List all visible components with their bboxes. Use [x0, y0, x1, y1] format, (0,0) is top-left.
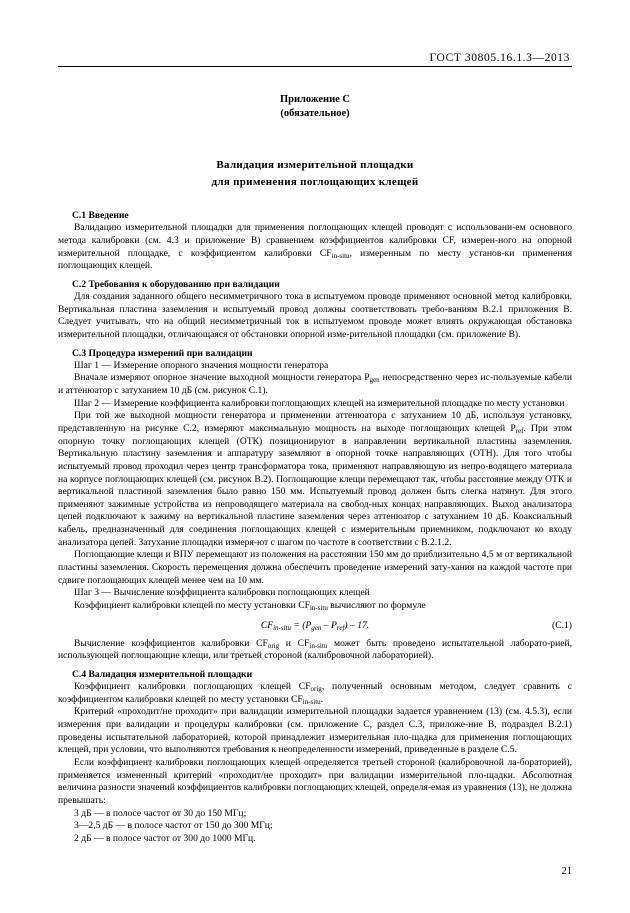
section-c1-paragraph-1: Валидацию измерительной площадки для применения поглощающих клещей проводят с использовани-ем основного метода калибровки (см. 4.3 и приложение В) сравнением коэффициентов калибровки CF, измерен-ного на опорной измерительной площадке, с коэффициентом калибровки $CF_{in-situ}$, измеренным по месту установ-ки применения поглощающих клещей.	[58, 222, 572, 272]
section-c4-paragraph-2: Критерий «проходит/не проходит» при валидации измерительной площадки задается уравнением (13) (см. 4.5.3), если измерения при валидации и процедуры калибровки (см. приложение С, раздел С.3, приложе-ние В, подраздел В.2.1) проведены испытательной лабораторией, которой принадлежит измерительная пло-щадка для применения поглощающих клещей, при условии, что выполняются требования к неопределенности измерений, приведенные в разделе С.5.	[58, 706, 572, 756]
section-c2-paragraph-1: Для создания заданного общего несимметричного тока в испытуемом проводе применяют основной метод калибровки. Вертикальная пластина заземления и испытуемый провод должны соответствовать требо-ваниям В.2.1 приложения В. Следует учитывать, что на общий несимметричный ток в испытуемом проводе может влиять окружающая обстановка измерительной площадки, отличающаяся от обстановки опорной изме-рительной площадки (см. приложение В).	[58, 290, 572, 340]
section-c4-paragraph-3: Если коэффициент калибровки поглощающих клещей определяется третьей стороной (калибровочной ла-бораторией), применяется измененный критерий «проходит/не проходит» при валидации измерительной пло-щадки. Абсолютная величина разности значений коэффициентов калибровки поглощающих клещей, определя-емая из уравнения (13), не должна превышать:	[58, 756, 572, 806]
section-heading-c1: С.1 Введение	[72, 210, 129, 222]
annex-heading	[58, 93, 572, 121]
section-c3-step3-title: Шаг 3 — Вычисление коэффициента калибровки поглощающих клещей	[74, 587, 370, 599]
section-c4-paragraph-1: Коэффициент калибровки поглощающих клещей $CF_{orig}$, полученный основным методом, следует сравнить с коэффициентом калибровки клещей по месту установки $CF_{in-situ}$.	[58, 681, 572, 706]
section-c3-step2-title: Шаг 2 — Измерение коэффициента калибровки поглощающих клещей на измерительной площадке по месту установки	[74, 397, 565, 409]
list-item: 2 дБ — в полосе частот от 300 до 1000 МГц.	[74, 832, 256, 844]
page-title-line2: для применения поглощающих клещей	[211, 175, 419, 188]
page-title-line1: Валидация измерительной площадки	[216, 159, 414, 172]
formula-body: $CF_{in-situ} = (P_{gen} - P_{ref}) - 17$.	[260, 619, 370, 632]
page-header: ГОСТ 30805.16.1.3—2013	[429, 52, 570, 64]
header-divider	[58, 66, 572, 67]
formula-c1	[58, 620, 572, 631]
section-heading-c2: С.2 Требования к оборудованию при валидации	[72, 278, 280, 290]
section-c3-after-formula: Вычисление коэффициентов калибровки $CF_{orig}$ и $CF_{in-situ}$ может быть проведено испытательной лаборато-рией, использующей поглощающие клещи, или третьей стороной (калибровочной лабораторией).	[58, 637, 573, 662]
annex-obligatory: (обязательное)	[280, 108, 350, 120]
section-c3-step2-text-2: Поглощающие клещи и ВПУ перемещают из положения на расстоянии 150 мм до приблизительно 4,5 м от вертикальной пластины заземления. Скорость перемещения должна обеспечить проведение измерений зату-хания на каждой частоте при сдвиге поглощающих клещей менее чем на 10 мм.	[58, 549, 572, 586]
section-c3-step3-text: Коэффициент калибровки клещей по месту установки $CF_{in-situ}$ вычисляют по формуле	[74, 600, 426, 613]
section-c3-step1-text: Вначале измеряют опорное значение выходной мощности генератора $P_{gen}$ непосредственно через ис-пользуемые кабели и аттенюатор с затуханием 10 дБ (см. рисунок С.1).	[58, 372, 572, 396]
section-heading-c3: С.3 Процедура измерений при валидации	[72, 347, 253, 359]
page-title	[58, 157, 572, 190]
section-c3-step2-text: При той же выходной мощности генератора и применении аттенюатора с затуханием 10 дБ, используя установку, представленную на рисунке С.2, измеряют максимальную мощность на выходе поглощающих клещей $P_{ref}$. При этом опорную точку поглощающих клещей (ОТК) позиционируют в направлении вертикальной пластины заземления. Вертикальную пластину заземления и аппаратуру заземляют в опорной точке направляющих (ОТН). Для того чтобы испытуемый провод проходил через центр трансформатора тока, применяют направляющую из непро-водящего материала на корпусе поглощающих клещей (см. рисунок В.2). Поглощающие клещи перемещают так, чтобы расстояние между ОТК и вертикальной пластиной заземления было равно 150 мм. Испытуемый провод должен быть слегка натянут. Для этого применяют зажимные устройства из непроводящего материала на свобод-ных концах направляющих. Выход анализатора цепей подключают к зажиму на вертикальной пластине заземления через аттенюатор с затуханием 10 дБ. Коаксиальный кабель, предназначенный для соединения поглощающих клещей с измерительным приемником, подключают ко входу анализатора цепей. Затухание площадки измеря-ют с шагом по частоте в соответствии с В.2.1.2.	[58, 410, 572, 548]
list-item: 3 дБ — в полосе частот от 30 до 150 МГц;	[74, 807, 247, 819]
section-heading-c4: С.4 Валидация измерительной площадки	[72, 669, 253, 681]
formula-number: (С.1)	[552, 619, 572, 631]
page-number: 21	[561, 866, 572, 877]
annex-label: Приложение С	[279, 94, 351, 105]
list-item: 3—2,5 дБ — в полосе частот от 150 до 300 МГц;	[74, 820, 273, 832]
section-c3-step1-title: Шаг 1 — Измерение опорного значения мощности генератора	[74, 359, 329, 371]
